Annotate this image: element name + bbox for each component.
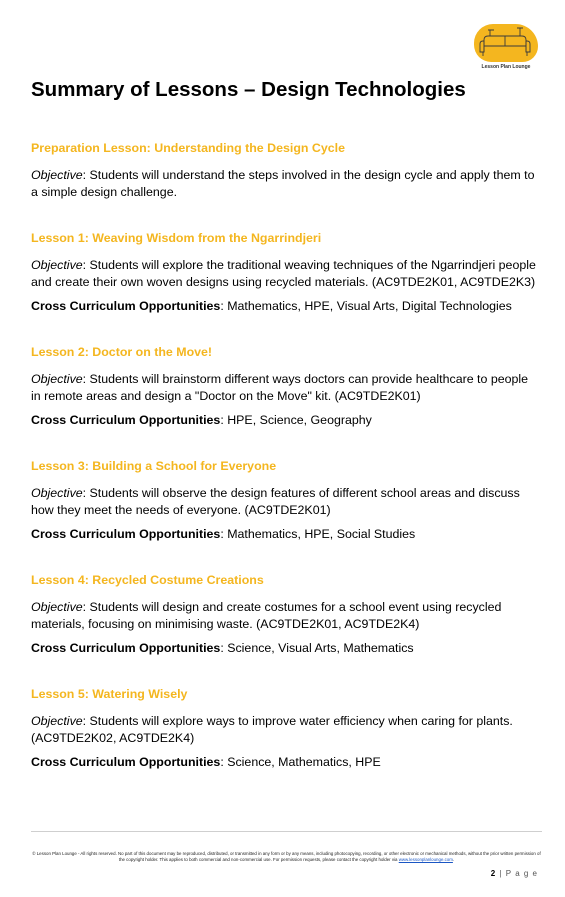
objective-text: : Students will observe the design features of different school areas and discuss how they meet the needs of everyone. (AC9TDE2K01) <box>31 486 520 517</box>
objective-text: : Students will explore ways to improve water efficiency when caring for plants. (AC9TDE2K02, AC9TDE2K4) <box>31 714 513 745</box>
cross-curriculum-text: : Science, Visual Arts, Mathematics <box>220 641 414 655</box>
copyright-text: © Lesson Plan Lounge - All rights reserved. No part of this document may be reproduced, distributed, or transmitted in any form or by any means, including photocopying, recording, or other electronic or mechanical methods, without the prior written permission of the copyright holder. This applies to both commercial and non-commercial use. For permission requests, please contact the copyright holder via <box>32 851 541 862</box>
objective-text: : Students will brainstorm different ways doctors can provide healthcare to people in remote areas and design a "Doctor on the Move" kit. (AC9TDE2K01) <box>31 372 529 403</box>
lesson-title: Lesson 3: Building a School for Everyone <box>31 459 277 473</box>
objective-label: Objective <box>31 714 83 728</box>
cross-curriculum-label: Cross Curriculum Opportunities <box>31 527 221 541</box>
cross-curriculum <box>31 412 537 429</box>
sofa-icon <box>470 22 542 64</box>
lesson-objective <box>31 599 537 633</box>
lesson-objective <box>31 371 537 405</box>
objective-text: : Students will design and create costumes for a school event using recycled materials, focusing on minimising waste. (AC9TDE2K01, AC9TDE2K4) <box>31 600 502 631</box>
objective-label: Objective <box>31 372 83 386</box>
cross-curriculum-label: Cross Curriculum Opportunities <box>31 641 221 655</box>
cross-curriculum-label: Cross Curriculum Opportunities <box>31 299 221 313</box>
lesson-2 <box>31 345 537 429</box>
cross-curriculum-text: : Mathematics, HPE, Social Studies <box>220 527 416 541</box>
lessons-list <box>31 141 537 801</box>
cross-curriculum-text: : HPE, Science, Geography <box>220 413 372 427</box>
lesson-title: Preparation Lesson: Understanding the Design Cycle <box>31 141 345 155</box>
lesson-title: Lesson 5: Watering Wisely <box>31 687 188 701</box>
cross-curriculum-label: Cross Curriculum Opportunities <box>31 413 221 427</box>
objective-text: : Students will explore the traditional weaving techniques of the Ngarrindjeri people and create their own woven designs using recycled materials. (AC9TDE2K01, AC9TDE2K3) <box>31 258 536 289</box>
lesson-preparation <box>31 141 537 201</box>
objective-text: : Students will understand the steps involved in the design cycle and apply them to a simple design challenge. <box>31 168 535 199</box>
lesson-5 <box>31 687 537 771</box>
lesson-objective <box>31 257 537 291</box>
lesson-objective <box>31 167 537 201</box>
objective-label: Objective <box>31 600 83 614</box>
lesson-title: Lesson 1: Weaving Wisdom from the Ngarrindjeri <box>31 231 322 245</box>
objective-label: Objective <box>31 486 83 500</box>
page-number-value: 2 <box>490 869 497 878</box>
page-separator: | <box>496 869 506 878</box>
page-word: P a g e <box>505 869 538 878</box>
objective-label: Objective <box>31 258 83 272</box>
lesson-3 <box>31 459 537 543</box>
cross-curriculum <box>31 754 537 771</box>
website-link[interactable]: www.lessonplanlounge.com <box>398 857 453 862</box>
cross-curriculum <box>31 298 537 315</box>
logo-text: Lesson Plan Lounge <box>481 64 531 70</box>
copyright-notice <box>31 851 542 863</box>
footer-divider <box>31 831 542 832</box>
cross-curriculum-text: : Science, Mathematics, HPE <box>220 755 381 769</box>
cross-curriculum <box>31 526 537 543</box>
lesson-4 <box>31 573 537 657</box>
copyright-link-suffix: . <box>452 857 455 862</box>
cross-curriculum-label: Cross Curriculum Opportunities <box>31 755 221 769</box>
page-number <box>491 869 538 878</box>
lesson-objective <box>31 713 537 747</box>
lesson-title: Lesson 4: Recycled Costume Creations <box>31 573 264 587</box>
cross-curriculum-text: : Mathematics, HPE, Visual Arts, Digital Technologies <box>220 299 512 313</box>
lesson-objective <box>31 485 537 519</box>
cross-curriculum <box>31 640 537 657</box>
lesson-1 <box>31 231 537 315</box>
page-title: Summary of Lessons – Design Technologies <box>31 78 466 101</box>
objective-label: Objective <box>31 168 83 182</box>
lesson-title: Lesson 2: Doctor on the Move! <box>31 345 213 359</box>
lesson-plan-lounge-logo <box>470 22 542 77</box>
